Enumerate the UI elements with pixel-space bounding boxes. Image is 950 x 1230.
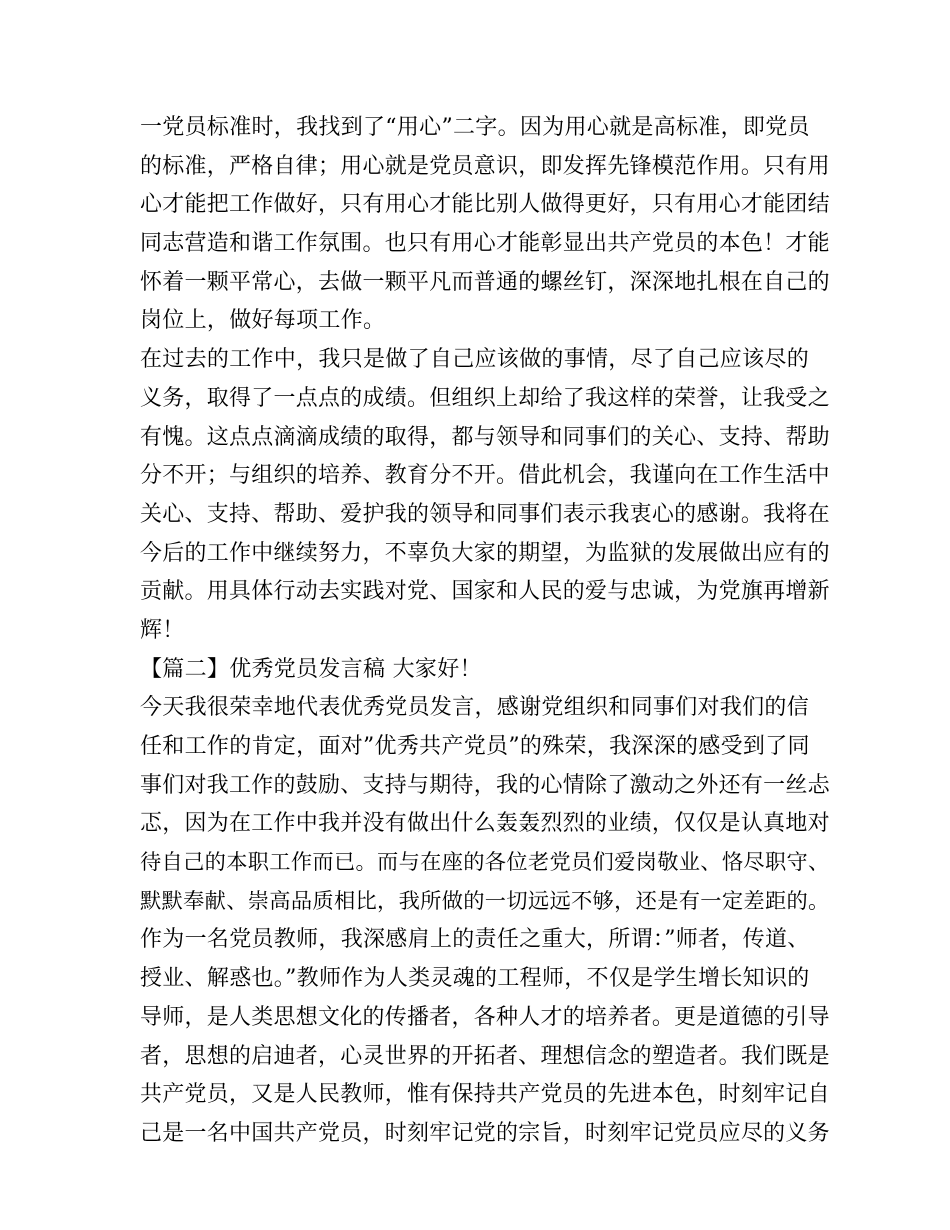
- text-line: 同志营造和谐工作氛围。也只有用心才能彰显出共产党员的本色！才能: [140, 231, 830, 257]
- text-line: 今天我很荣幸地代表优秀党员发言，感谢党组织和同事们对我们的信: [140, 695, 810, 721]
- text-line: 关心、支持、帮助、爱护我的领导和同事们表示我衷心的感谢。我将在: [140, 501, 830, 527]
- text-line: 导师，是人类思想文化的传播者，各种人才的培养者。更是道德的引导: [140, 1004, 830, 1030]
- text-line: 有愧。这点点滴滴成绩的取得，都与领导和同事们的关心、支持、帮助: [140, 424, 830, 450]
- text-line: 事们对我工作的鼓励、支持与期待，我的心情除了激动之外还有一丝忐: [140, 772, 830, 798]
- text-line: 【篇二】优秀党员发言稿 大家好！: [140, 656, 482, 682]
- document-body: [140, 109, 830, 1154]
- text-line: 义务，取得了一点点的成绩。但组织上却给了我这样的荣誉，让我受之: [140, 385, 830, 411]
- text-line: 心才能把工作做好，只有用心才能比别人做得更好，只有用心才能团结: [140, 192, 830, 218]
- text-line: 默默奉献、崇高品质相比，我所做的一切远远不够，还是有一定差距的。: [140, 888, 830, 914]
- text-line: 岗位上，做好每项工作。: [140, 308, 386, 334]
- text-line: 己是一名中国共产党员，时刻牢记党的宗旨，时刻牢记党员应尽的义务: [140, 1120, 830, 1146]
- text-line: 忑，因为在工作中我并没有做出什么轰轰烈烈的业绩，仅仅是认真地对: [140, 811, 830, 837]
- text-line: 共产党员，又是人民教师，惟有保持共产党员的先进本色，时刻牢记自: [140, 1082, 830, 1108]
- text-line: 授业、解惑也。”教师作为人类灵魂的工程师，不仅是学生增长知识的: [140, 966, 810, 992]
- text-line: 怀着一颗平常心，去做一颗平凡而普通的螺丝钉，深深地扎根在自己的: [140, 269, 830, 295]
- text-line: 贡献。用具体行动去实践对党、国家和人民的爱与忠诚，为党旗再增新: [140, 579, 830, 605]
- text-line: 今后的工作中继续努力，不辜负大家的期望，为监狱的发展做出应有的: [140, 540, 830, 566]
- text-line: 辉！: [140, 617, 185, 643]
- text-line: 任和工作的肯定，面对”优秀共产党员”的殊荣，我深深的感受到了同: [140, 734, 810, 759]
- text-line: 作为一名党员教师，我深感肩上的责任之重大，所谓：”师者，传道、: [140, 927, 810, 953]
- text-line: 在过去的工作中，我只是做了自己应该做的事情，尽了自己应该尽的: [140, 347, 810, 373]
- text-line: 的标准，严格自律；用心就是党员意识，即发挥先锋模范作用。只有用: [140, 153, 830, 179]
- text-line: 者，思想的启迪者，心灵世界的开拓者、理想信念的塑造者。我们既是: [140, 1043, 830, 1069]
- text-line: 分不开；与组织的培养、教育分不开。借此机会，我谨向在工作生活中: [140, 463, 830, 489]
- text-line: 待自己的本职工作而已。而与在座的各位老党员们爱岗敬业、恪尽职守、: [140, 850, 830, 876]
- text-line: 一党员标准时，我找到了“用心”二字。因为用心就是高标准，即党员: [140, 115, 810, 140]
